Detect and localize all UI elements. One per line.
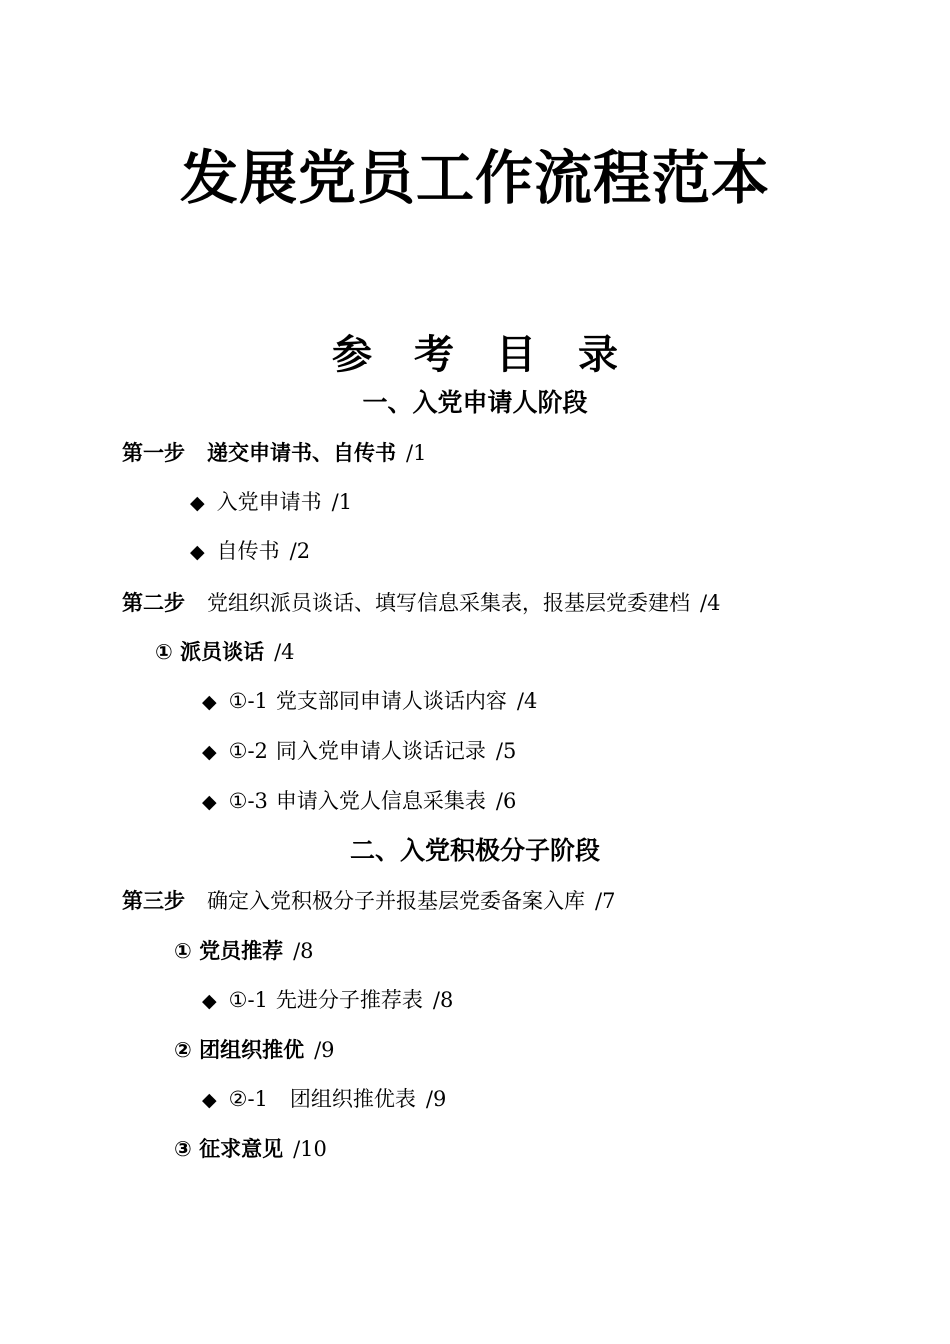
item-text: 申请入党人信息采集表 <box>275 789 486 813</box>
page-number: /4 <box>516 689 538 713</box>
sub-text: ③ 征求意见 <box>174 1137 284 1161</box>
toc-step-1[interactable] <box>122 438 426 468</box>
diamond-bullet-icon: ◆ <box>202 791 217 813</box>
page-number: /2 <box>289 539 311 563</box>
item-text: 党支部同申请人谈话内容 <box>275 689 507 713</box>
diamond-bullet-icon: ◆ <box>202 691 217 713</box>
item-code: ①-1 <box>228 689 268 713</box>
page-number: /9 <box>425 1087 447 1111</box>
item-code: ①-3 <box>228 789 268 813</box>
diamond-bullet-icon: ◆ <box>190 492 205 514</box>
item-text: 入党申请书 <box>216 490 322 514</box>
item-code: ②-1 <box>228 1087 268 1111</box>
stage-heading-1: 一、入党申请人阶段 <box>362 388 588 417</box>
step-label: 第二步 <box>122 591 185 615</box>
toc-item-autobiography[interactable] <box>190 536 310 567</box>
toc-sub-league[interactable] <box>174 1035 335 1065</box>
item-text: 自传书 <box>216 539 280 563</box>
stage-heading-2: 二、入党积极分子阶段 <box>349 836 600 865</box>
page-number: /1 <box>331 490 353 514</box>
toc-sub-opinion[interactable] <box>174 1134 327 1164</box>
page-number: /4 <box>700 591 721 615</box>
diamond-bullet-icon: ◆ <box>202 1089 217 1111</box>
item-code: ①-2 <box>228 739 268 763</box>
toc-sub-talk[interactable] <box>155 637 295 667</box>
page-number: /6 <box>495 789 517 813</box>
diamond-bullet-icon: ◆ <box>202 741 217 763</box>
page-number: /10 <box>293 1137 327 1161</box>
step-text: 递交申请书、自传书 <box>207 441 396 465</box>
item-text: 先进分子推荐表 <box>275 988 423 1012</box>
diamond-bullet-icon: ◆ <box>190 541 205 563</box>
toc-step-2[interactable] <box>122 588 720 618</box>
step-text: 确定入党积极分子并报基层党委备案入库 <box>207 889 585 913</box>
item-code: ①-1 <box>228 988 268 1012</box>
toc-sub-recommend[interactable] <box>174 936 314 966</box>
toc-item-recommend-1[interactable] <box>202 985 453 1016</box>
toc-step-3[interactable] <box>122 886 615 916</box>
page-number: /9 <box>314 1038 335 1062</box>
document-title: 发展党员工作流程范本 <box>179 144 770 212</box>
page-number: /5 <box>495 739 517 763</box>
page-number: /8 <box>432 988 454 1012</box>
sub-text: ② 团组织推优 <box>174 1038 305 1062</box>
toc-item-application[interactable] <box>190 487 352 518</box>
page-number: /1 <box>406 441 427 465</box>
toc-item-league-1[interactable] <box>202 1084 446 1115</box>
diamond-bullet-icon: ◆ <box>202 990 217 1012</box>
sub-text: ① 党员推荐 <box>174 939 284 963</box>
step-text: 党组织派员谈话、填写信息采集表，报基层党委建档 <box>207 591 690 615</box>
sub-text: ① 派员谈话 <box>155 640 265 664</box>
toc-title: 参考目录 <box>332 332 660 378</box>
page-number: /8 <box>293 939 314 963</box>
page-number: /7 <box>595 889 616 913</box>
item-text: 同入党申请人谈话记录 <box>275 739 486 763</box>
toc-item-talk-3[interactable] <box>202 786 516 817</box>
step-label: 第三步 <box>122 889 185 913</box>
toc-item-talk-2[interactable] <box>202 736 516 767</box>
page-number: /4 <box>274 640 295 664</box>
toc-item-talk-1[interactable] <box>202 686 537 717</box>
step-label: 第一步 <box>122 441 185 465</box>
item-text: 团组织推优表 <box>289 1087 416 1111</box>
